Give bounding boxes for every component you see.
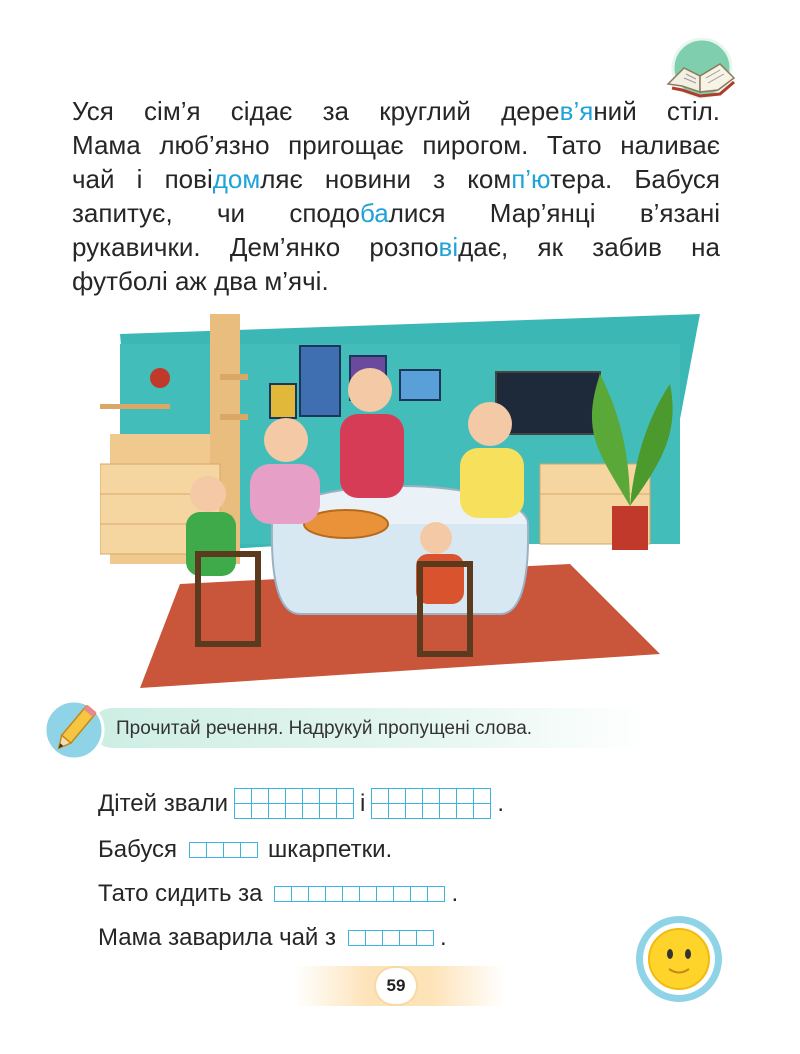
highlighted-syllable: ві	[438, 232, 459, 262]
paragraph-line	[72, 230, 720, 264]
text-segment: Уся сім’я сідає за круглий дере	[72, 96, 560, 126]
pencil-icon	[42, 698, 106, 762]
answer-cell[interactable]	[268, 789, 285, 804]
answer-cell[interactable]	[292, 887, 309, 902]
paragraph-line	[72, 196, 720, 230]
answer-cell[interactable]	[417, 931, 434, 946]
answer-cell[interactable]	[423, 804, 440, 819]
highlighted-syllable: ба	[359, 198, 389, 228]
answer-cell[interactable]	[428, 887, 445, 902]
answer-cell[interactable]	[406, 789, 423, 804]
text-segment: запитує, чи сподо	[72, 198, 360, 228]
answer-cell[interactable]	[383, 931, 400, 946]
answer-cell[interactable]	[360, 887, 377, 902]
family-dinner-illustration	[100, 314, 700, 688]
highlighted-syllable: п’ю	[511, 164, 550, 194]
task-instruction: Прочитай речення. Надрукуй пропущені слова.	[116, 718, 533, 739]
answer-cell[interactable]	[349, 931, 366, 946]
answer-cell[interactable]	[411, 887, 428, 902]
answer-grid-2[interactable]	[189, 842, 258, 858]
answer-cell[interactable]	[389, 804, 406, 819]
answer-cell[interactable]	[302, 804, 319, 819]
answer-cell[interactable]	[423, 789, 440, 804]
sentence-text: .	[451, 880, 459, 907]
answer-cell[interactable]	[234, 804, 251, 819]
answer-cell[interactable]	[372, 789, 389, 804]
answer-cell[interactable]	[319, 789, 336, 804]
sentence-text: Тато сидить за	[98, 880, 263, 907]
page-number: 59	[376, 968, 416, 1004]
answer-cell[interactable]	[275, 887, 292, 902]
sentence-text: Бабуся	[98, 836, 178, 863]
reading-paragraph	[72, 94, 720, 298]
exercise-sentence-4	[98, 924, 447, 952]
text-segment: ляє новини з ком	[260, 164, 512, 194]
answer-cell[interactable]	[224, 843, 241, 858]
answer-cell[interactable]	[474, 804, 491, 819]
answer-cell[interactable]	[400, 931, 417, 946]
answer-cell[interactable]	[241, 843, 258, 858]
answer-cell[interactable]	[251, 789, 268, 804]
answer-cell[interactable]	[309, 887, 326, 902]
answer-cell[interactable]	[457, 789, 474, 804]
text-segment: дає, як забив на	[458, 232, 720, 262]
text-segment: футболі аж два м’ячі.	[72, 266, 329, 296]
sentence-text: .	[440, 924, 447, 951]
paragraph-line	[72, 94, 720, 128]
answer-cell[interactable]	[377, 887, 394, 902]
answer-cell[interactable]	[319, 804, 336, 819]
answer-cell[interactable]	[440, 804, 457, 819]
highlighted-syllable: дом	[212, 164, 261, 194]
exercise-sentence-1	[98, 788, 504, 819]
answer-cell[interactable]	[389, 789, 406, 804]
answer-cell[interactable]	[336, 804, 353, 819]
answer-cell[interactable]	[474, 789, 491, 804]
answer-cell[interactable]	[406, 804, 423, 819]
highlighted-syllable: в’я	[559, 96, 594, 126]
answer-cell[interactable]	[343, 887, 360, 902]
sentence-text: і	[359, 789, 366, 817]
answer-cell[interactable]	[366, 931, 383, 946]
exercise-sentence-2	[98, 836, 392, 864]
answer-grid-1a[interactable]	[234, 788, 354, 819]
answer-grid-4[interactable]	[348, 930, 434, 946]
answer-cell[interactable]	[440, 789, 457, 804]
text-segment: чай і пові	[72, 164, 213, 194]
answer-cell[interactable]	[326, 887, 343, 902]
answer-cell[interactable]	[285, 789, 302, 804]
answer-cell[interactable]	[234, 789, 251, 804]
text-segment: лися Мар’янці в’язані	[388, 198, 720, 228]
text-segment: Мама люб’язно пригощає пирогом. Тато наливає	[72, 130, 720, 160]
answer-cell[interactable]	[457, 804, 474, 819]
text-segment: тера. Бабуся	[550, 164, 721, 194]
answer-cell[interactable]	[268, 804, 285, 819]
answer-cell[interactable]	[285, 804, 302, 819]
answer-grid-3[interactable]	[274, 886, 445, 902]
answer-cell[interactable]	[394, 887, 411, 902]
paragraph-line	[72, 264, 720, 298]
paragraph-line	[72, 128, 720, 162]
text-segment: рукавички. Дем’янко розпо	[72, 232, 439, 262]
sentence-text: шкарпетки.	[268, 836, 393, 863]
paragraph-line	[72, 162, 720, 196]
sentence-text: Дітей звали	[98, 789, 228, 817]
answer-cell[interactable]	[372, 804, 389, 819]
answer-cell[interactable]	[190, 843, 207, 858]
exercise-sentence-3	[98, 880, 458, 908]
sentence-text: Мама заварила чай з	[98, 924, 337, 951]
smiley-icon	[634, 914, 724, 1004]
answer-cell[interactable]	[207, 843, 224, 858]
answer-cell[interactable]	[336, 789, 353, 804]
text-segment: ний стіл.	[593, 96, 720, 126]
answer-cell[interactable]	[302, 789, 319, 804]
book-icon	[664, 38, 736, 100]
answer-grid-1b[interactable]	[371, 788, 491, 819]
sentence-text: .	[497, 789, 504, 817]
answer-cell[interactable]	[251, 804, 268, 819]
